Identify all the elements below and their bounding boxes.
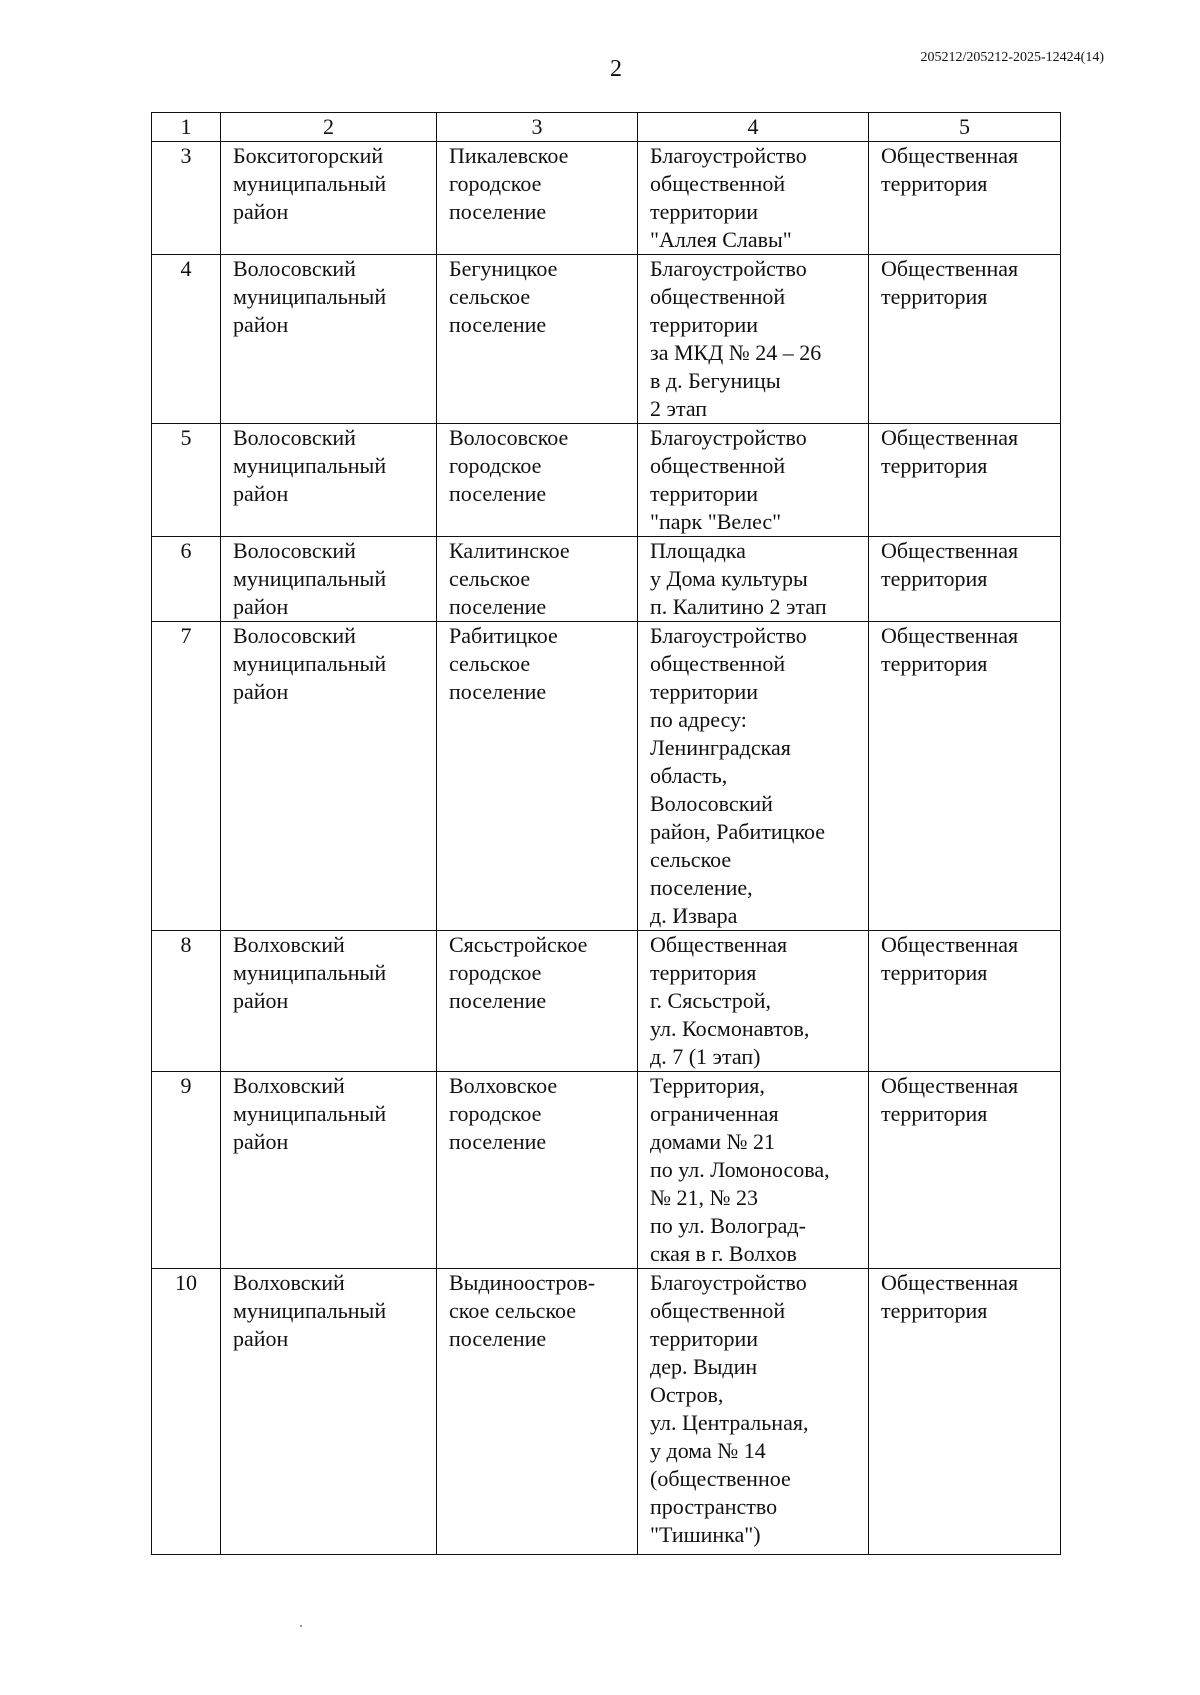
type-line: Общественная [881,1270,1019,1295]
object-line: Ленинградская [650,735,791,760]
object-line: территории [650,312,759,337]
object-line: "парк "Велес" [650,509,782,534]
object-line: д. Извара [650,903,738,928]
settlement-line: сельское [449,566,531,591]
object-line: д. 7 (1 этап) [650,1044,761,1069]
object-line: Площадка [650,538,746,563]
object-line: дер. Выдин [650,1354,758,1379]
type-line: Общественная [881,538,1019,563]
object-line: Благоустройство [650,256,807,281]
scan-speck [300,1625,302,1627]
object-line: территории [650,1326,759,1351]
cell-object [638,1269,869,1555]
cell-district [221,537,437,622]
object-line: общественной [650,1298,786,1323]
table-header-row [152,113,1061,142]
type-line: Общественная [881,1073,1019,1098]
column-header: 3 [437,113,638,142]
type-line: Общественная [881,256,1019,281]
object-line: г. Сясьстрой, [650,988,772,1013]
column-header: 4 [638,113,869,142]
object-line: по ул. Ломоносова, [650,1157,830,1182]
cell-object [638,537,869,622]
cell-district [221,1269,437,1555]
district-line: Волосовский [233,623,356,648]
object-line: территории [650,679,759,704]
object-line: территория [650,960,757,985]
settlement-line: городское [449,171,542,196]
cell-district [221,1072,437,1269]
table-row [152,622,1061,931]
settlement-line: Волосовское [449,425,569,450]
object-line: область, [650,763,728,788]
settlement-line: поселение [449,988,547,1013]
district-line: муниципальный [233,1298,387,1323]
settlement-line: городское [449,453,542,478]
district-line: муниципальный [233,171,387,196]
settlement-line: Рабитицкое [449,623,558,648]
object-line: общественной [650,284,786,309]
row-number: 8 [152,931,221,1072]
cell-type [869,931,1061,1072]
object-line: п. Калитино 2 этап [650,594,827,619]
row-number: 3 [152,142,221,255]
cell-district [221,424,437,537]
district-line: район [233,594,289,619]
cell-type [869,1269,1061,1555]
table-row [152,1269,1061,1555]
object-line: № 21, № 23 [650,1185,758,1210]
settlement-line: поселение [449,481,547,506]
settlement-line: городское [449,1101,542,1126]
object-line: Общественная [650,932,788,957]
settlement-line: сельское [449,651,531,676]
cell-object [638,142,869,255]
settlement-line: поселение [449,679,547,704]
object-line: пространство [650,1494,778,1519]
settlement-line: Пикалевское [449,143,569,168]
row-number: 6 [152,537,221,622]
cell-settlement [437,142,638,255]
table-row [152,142,1061,255]
object-line: в д. Бегуницы [650,368,781,393]
settlement-line: Сясьстройское [449,932,588,957]
district-line: район [233,988,289,1013]
type-line: территория [881,1101,988,1126]
settlement-line: поселение [449,1129,547,1154]
cell-settlement [437,255,638,424]
settlement-line: поселение [449,312,547,337]
object-line: район, Рабитицкое [650,819,826,844]
cell-type [869,142,1061,255]
object-line: за МКД № 24 – 26 [650,340,822,365]
cell-district [221,142,437,255]
district-line: Волосовский [233,538,356,563]
district-line: муниципальный [233,1101,387,1126]
object-line: ская в г. Волхов [650,1241,797,1266]
object-line: "Тишинка") [650,1522,761,1547]
settlement-line: Калитинское [449,538,570,563]
type-line: Общественная [881,623,1019,648]
district-line: район [233,1129,289,1154]
cell-district [221,931,437,1072]
type-line: территория [881,171,988,196]
cell-type [869,537,1061,622]
cell-settlement [437,931,638,1072]
object-line: Территория, [650,1073,765,1098]
type-line: Общественная [881,425,1019,450]
object-line: территории [650,481,759,506]
object-line: ул. Центральная, [650,1410,809,1435]
column-header: 1 [152,113,221,142]
district-line: район [233,312,289,337]
object-line: Благоустройство [650,1270,807,1295]
district-line: Волосовский [233,425,356,450]
district-line: Волховский [233,932,345,957]
row-number: 9 [152,1072,221,1269]
district-line: муниципальный [233,960,387,985]
object-line: Благоустройство [650,425,807,450]
settlement-line: Бегуницкое [449,256,558,281]
district-line: муниципальный [233,651,387,676]
type-line: территория [881,1298,988,1323]
object-line: по адресу: [650,707,747,732]
district-line: муниципальный [233,284,387,309]
object-line: "Аллея Славы" [650,227,792,252]
object-line: (общественное [650,1466,791,1491]
object-line: 2 этап [650,396,708,421]
cell-settlement [437,1072,638,1269]
object-line: ул. Космонавтов, [650,1016,810,1041]
cell-settlement [437,537,638,622]
cell-type [869,424,1061,537]
cell-type [869,622,1061,931]
object-line: у дома № 14 [650,1438,766,1463]
district-line: муниципальный [233,566,387,591]
document-id: 205212/205212-2025-12424(14) [920,50,1104,65]
type-line: территория [881,284,988,309]
table-row [152,537,1061,622]
object-line: территории [650,199,759,224]
district-line: Волховский [233,1073,345,1098]
object-line: Благоустройство [650,623,807,648]
cell-district [221,622,437,931]
object-line: по ул. Волоград- [650,1213,806,1238]
settlement-line: Волховское [449,1073,558,1098]
object-line: Волосовский [650,791,773,816]
district-line: муниципальный [233,453,387,478]
object-line: Остров, [650,1382,724,1407]
settlement-line: городское [449,960,542,985]
settlement-line: ское сельское [449,1298,577,1323]
type-line: территория [881,566,988,591]
object-line: у Дома культуры [650,566,808,591]
page-number: 2 [610,56,622,82]
district-line: район [233,679,289,704]
object-line: сельское [650,847,732,872]
district-line: Волосовский [233,256,356,281]
cell-settlement [437,622,638,931]
district-line: Бокситогорский [233,143,384,168]
cell-object [638,1072,869,1269]
column-header: 2 [221,113,437,142]
type-line: Общественная [881,143,1019,168]
table-body [152,142,1061,1555]
cell-object [638,424,869,537]
type-line: территория [881,960,988,985]
cell-district [221,255,437,424]
row-number: 5 [152,424,221,537]
district-line: район [233,199,289,224]
table-row [152,255,1061,424]
cell-object [638,931,869,1072]
row-number: 7 [152,622,221,931]
table-row [152,424,1061,537]
type-line: Общественная [881,932,1019,957]
district-line: район [233,1326,289,1351]
registry-table [151,112,1061,1555]
object-line: ограниченная [650,1101,779,1126]
cell-type [869,255,1061,424]
table-row [152,931,1061,1072]
cell-settlement [437,1269,638,1555]
type-line: территория [881,651,988,676]
settlement-line: Выдиноостров- [449,1270,596,1295]
object-line: Благоустройство [650,143,807,168]
cell-object [638,622,869,931]
row-number: 10 [152,1269,221,1555]
row-number: 4 [152,255,221,424]
cell-type [869,1072,1061,1269]
type-line: территория [881,453,988,478]
settlement-line: поселение [449,594,547,619]
object-line: общественной [650,453,786,478]
object-line: общественной [650,171,786,196]
object-line: домами № 21 [650,1129,775,1154]
table-row [152,1072,1061,1269]
district-line: Волховский [233,1270,345,1295]
cell-object [638,255,869,424]
object-line: поселение, [650,875,753,900]
district-line: район [233,481,289,506]
cell-settlement [437,424,638,537]
settlement-line: поселение [449,199,547,224]
column-header: 5 [869,113,1061,142]
object-line: общественной [650,651,786,676]
settlement-line: поселение [449,1326,547,1351]
settlement-line: сельское [449,284,531,309]
